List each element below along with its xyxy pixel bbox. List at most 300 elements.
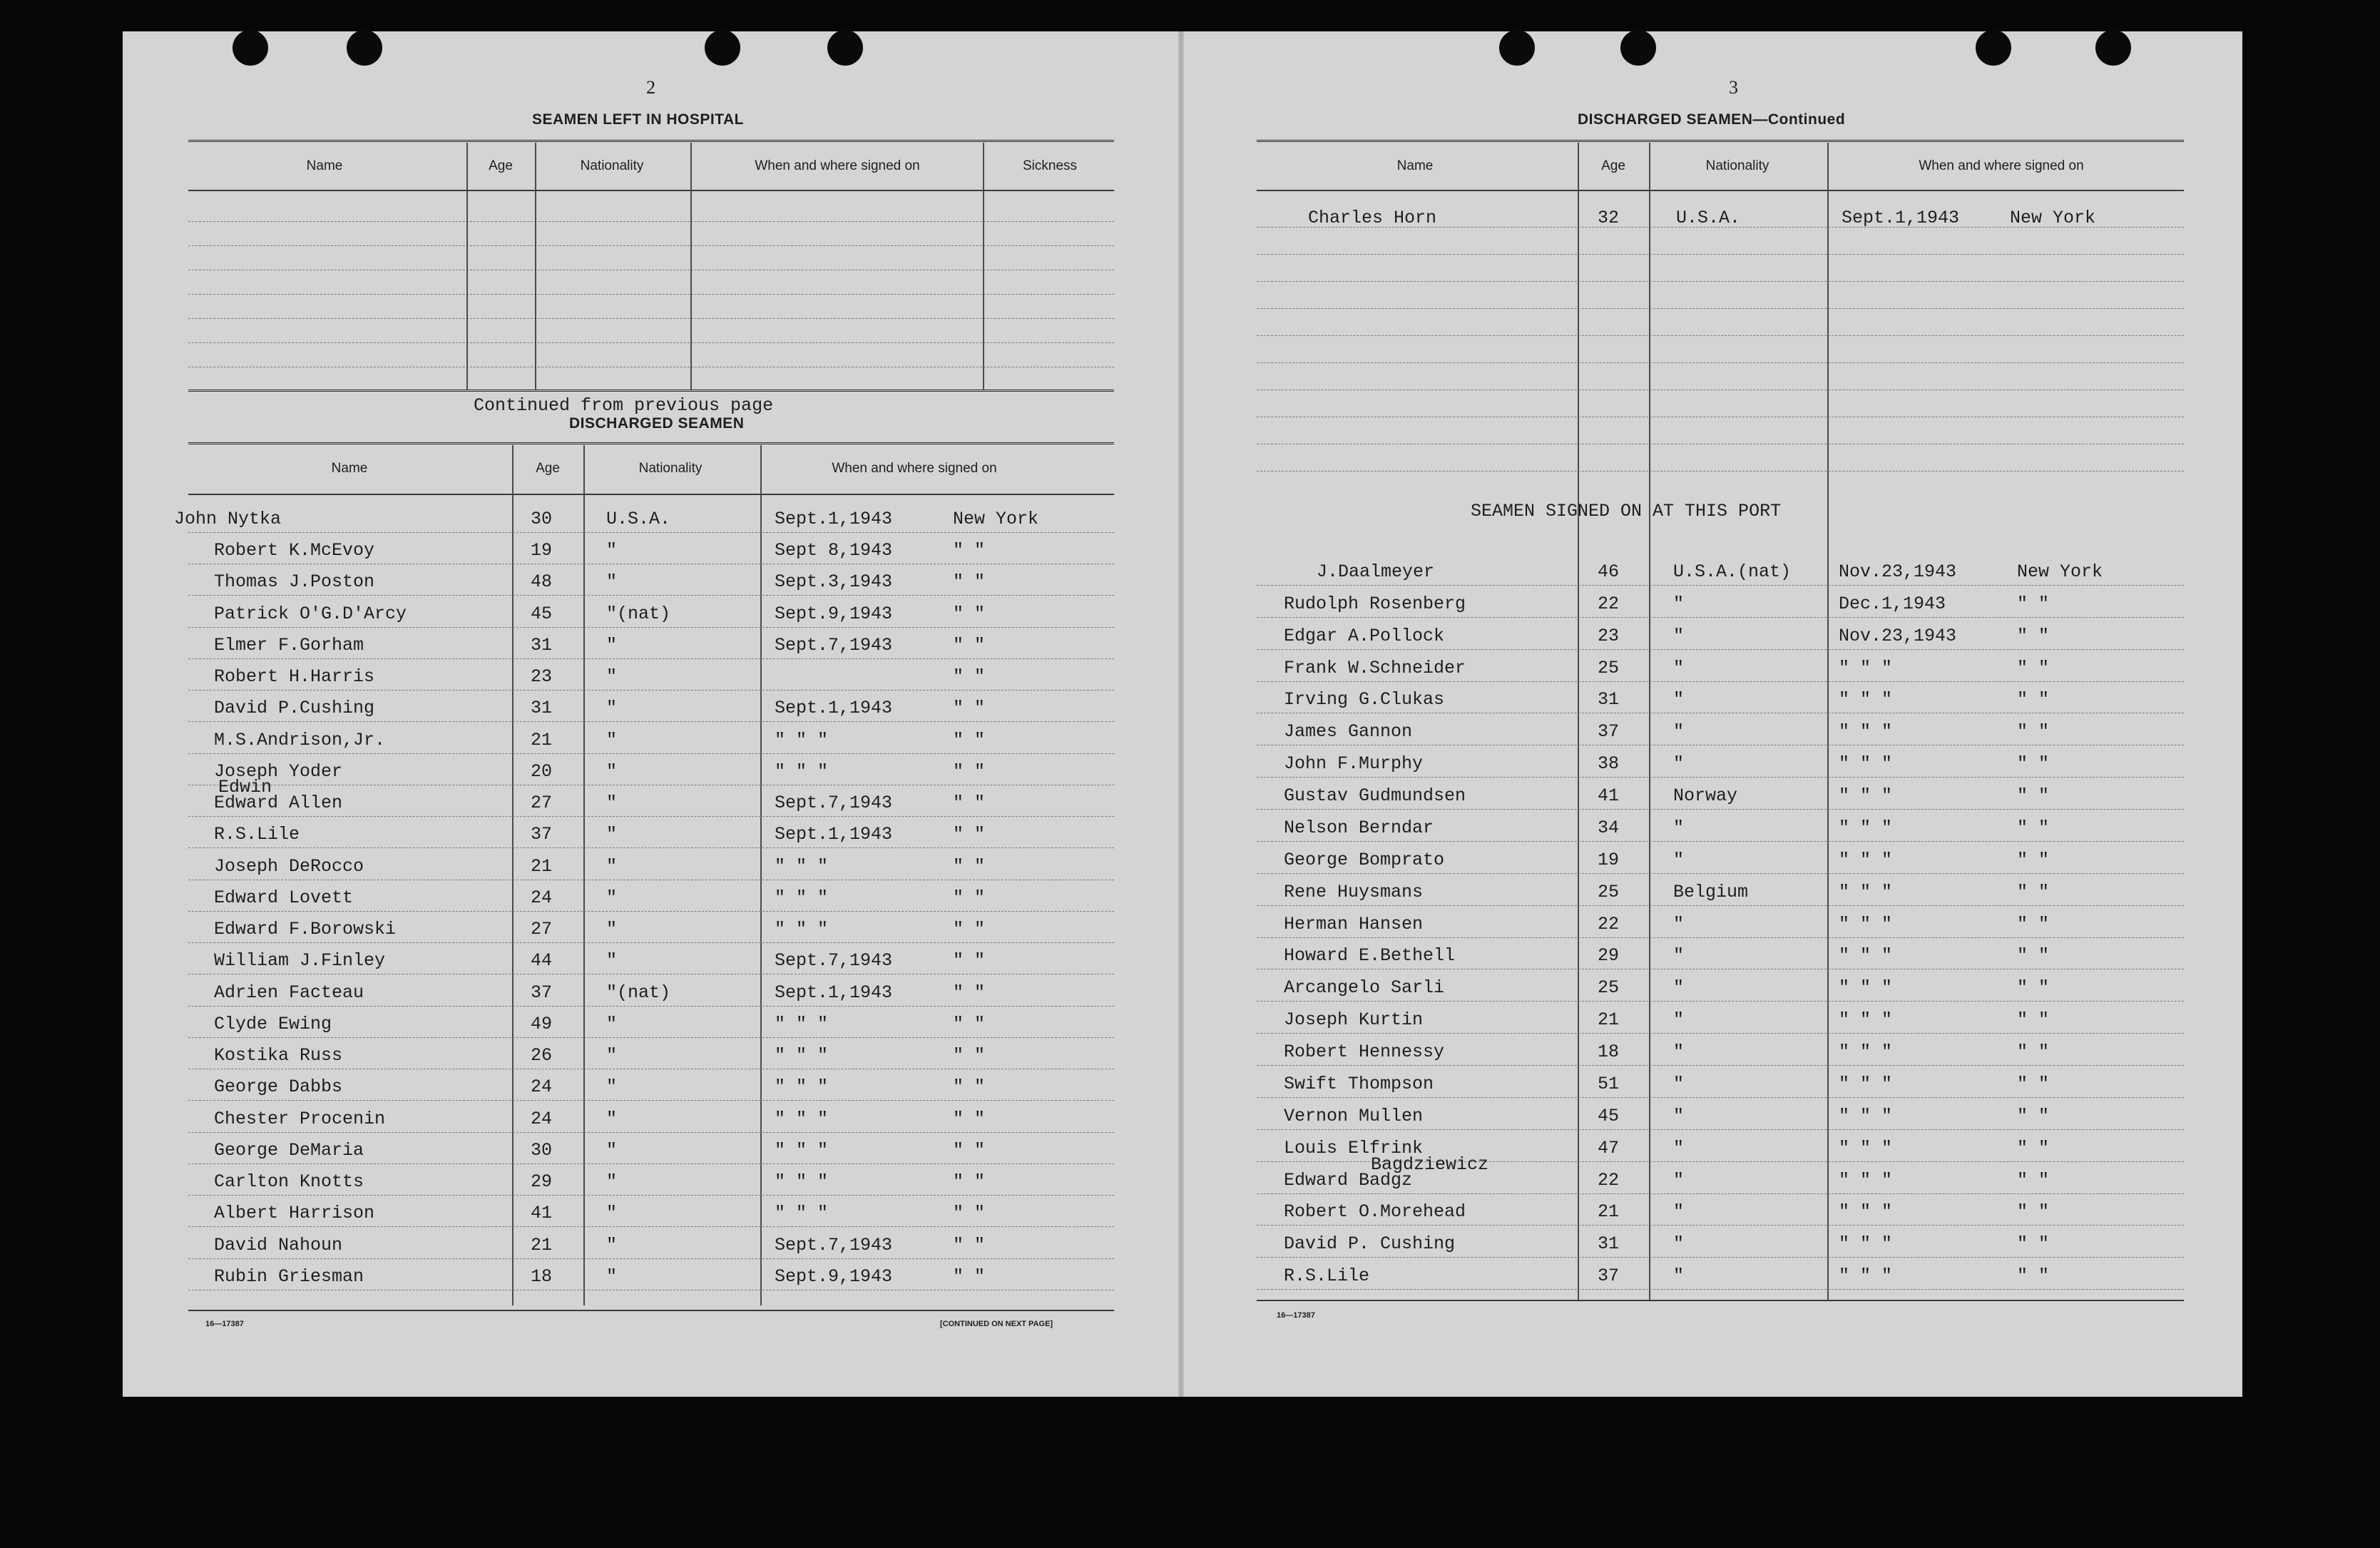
right-page	[1181, 31, 2242, 1397]
ruled-line	[188, 721, 1114, 722]
signed-on-date: " " "	[775, 919, 829, 940]
hospital-col-nationality: Nationality	[580, 158, 644, 173]
seaman-nationality: "(nat)	[606, 603, 671, 624]
signed-on-port: " "	[953, 855, 986, 877]
discharged-table-top-rule	[188, 442, 1114, 444]
ruled-line	[188, 816, 1114, 817]
ruled-line	[1257, 362, 2184, 363]
ruled-line	[1257, 937, 2184, 938]
discharged-col-age: Age	[536, 461, 560, 476]
signed-on-date: " " "	[775, 1203, 829, 1224]
signed-on-port: " "	[953, 540, 986, 561]
hospital-col-sickness: Sickness	[1022, 158, 1078, 173]
signed-on-date: Sept.9,1943	[775, 1266, 893, 1287]
seaman-age: 20	[531, 760, 553, 782]
seaman-name-overtype: Edwin	[218, 777, 272, 798]
signed-on-date: " " "	[1839, 977, 1893, 999]
seaman-age: 18	[1598, 1042, 1620, 1063]
punch-hole	[1499, 30, 1535, 66]
seaman-age: 25	[1598, 881, 1620, 902]
seaman-name: Robert H.Harris	[214, 666, 375, 688]
ruled-line	[188, 245, 1114, 246]
punch-hole	[347, 30, 382, 66]
ruled-line	[1257, 308, 2184, 309]
seaman-name: David Nahoun	[214, 1234, 343, 1256]
seaman-nationality: "	[606, 855, 618, 877]
signed-on-port: " "	[2017, 1009, 2050, 1031]
signed-on-port: " "	[953, 1266, 986, 1287]
seaman-age: 22	[1598, 593, 1620, 614]
signed-on-port: " "	[2017, 625, 2050, 646]
seaman-nationality: U.S.A.	[606, 509, 671, 529]
signed-on-port: " "	[2017, 1233, 2050, 1255]
signed-on-date: " " "	[775, 760, 829, 782]
seaman-age: 27	[531, 919, 553, 940]
seaman-age: 27	[531, 793, 553, 814]
punch-hole	[1620, 30, 1656, 66]
signed-on-date: " " "	[1839, 721, 1893, 743]
ruled-line	[1257, 809, 2184, 810]
discharged-section-title: DISCHARGED SEAMEN	[569, 415, 745, 432]
ruled-line	[1257, 281, 2184, 282]
seaman-age: 41	[1598, 785, 1620, 807]
ruled-line	[1257, 873, 2184, 874]
signed-on-port: " "	[953, 919, 986, 940]
signed-on-port: " "	[953, 1139, 986, 1161]
signed-on-date: Sept.1,1943	[775, 982, 893, 1003]
seaman-nationality: "	[1673, 721, 1685, 743]
seaman-name: Irving G.Clukas	[1284, 689, 1445, 711]
seaman-name: David P.Cushing	[214, 698, 375, 719]
seaman-nationality: "	[606, 1234, 618, 1256]
signed-on-port: New York	[2010, 208, 2096, 228]
seaman-age: 37	[1598, 1266, 1620, 1287]
seaman-name: Joseph Kurtin	[1284, 1009, 1424, 1031]
page-spine	[1178, 31, 1184, 1397]
ruled-line	[188, 847, 1114, 848]
ruled-line	[1257, 905, 2184, 906]
seaman-age: 25	[1598, 977, 1620, 999]
right-table-top-rule	[1257, 140, 2184, 142]
signed-on-port: New York	[953, 509, 1039, 529]
seaman-nationality: "	[1673, 625, 1685, 646]
seaman-name: Chester Procenin	[214, 1108, 386, 1129]
seaman-nationality: "	[1673, 657, 1685, 678]
seaman-nationality: "	[1673, 1266, 1685, 1287]
seaman-age: 37	[531, 982, 553, 1003]
ruled-line	[188, 532, 1114, 533]
signed-on-port: " "	[2017, 1042, 2050, 1063]
signed-on-port: " "	[953, 824, 986, 845]
seaman-name: James Gannon	[1284, 721, 1413, 743]
signed-on-port: " "	[953, 1108, 986, 1129]
seaman-age: 37	[531, 824, 553, 845]
signed-on-port: " "	[2017, 817, 2050, 838]
seaman-age: 18	[531, 1266, 553, 1287]
seaman-nationality: "	[606, 1076, 618, 1098]
ruled-line	[1257, 1193, 2184, 1194]
ruled-line	[1257, 617, 2184, 618]
signed-on-date: " " "	[775, 1076, 829, 1098]
seaman-nationality: "	[606, 1139, 618, 1161]
seaman-age: 19	[1598, 849, 1620, 870]
signed-on-date: " " "	[775, 1013, 829, 1034]
ruled-line	[1257, 471, 2184, 472]
ruled-line	[1257, 335, 2184, 336]
right-col-name: Name	[1396, 158, 1434, 173]
ruled-line	[1257, 1289, 2184, 1290]
signed-on-port: " "	[2017, 1073, 2050, 1094]
signed-on-date: " " "	[1839, 881, 1893, 902]
seaman-nationality: "	[606, 1013, 618, 1034]
discharged-col-signed-on: When and where signed on	[832, 461, 997, 476]
seaman-nationality: "	[1673, 1042, 1685, 1063]
seaman-nationality: U.S.A.(nat)	[1673, 561, 1792, 582]
seaman-age: 44	[531, 950, 553, 972]
signed-on-date: " " "	[1839, 657, 1893, 678]
seaman-name: Thomas J.Poston	[214, 571, 375, 593]
ruled-line	[188, 294, 1114, 295]
signed-on-port: " "	[953, 571, 986, 593]
seaman-name: Gustav Gudmundsen	[1284, 785, 1466, 807]
signed-on-date: " " "	[1839, 1201, 1893, 1223]
seaman-age: 24	[531, 1108, 553, 1129]
signed-on-date: Sept.1,1943	[775, 824, 893, 845]
seaman-age: 48	[531, 571, 553, 593]
ruled-line	[188, 1132, 1114, 1133]
signed-on-date: " " "	[1839, 849, 1893, 870]
ruled-line	[188, 342, 1114, 343]
ruled-line	[1257, 841, 2184, 842]
seaman-nationality: "	[1673, 977, 1685, 999]
seaman-age: 34	[1598, 817, 1620, 838]
signed-on-date: Sept.3,1943	[775, 571, 893, 593]
seaman-nationality: "	[1673, 593, 1685, 614]
seaman-name: Robert Hennessy	[1284, 1042, 1445, 1063]
seaman-nationality: "	[606, 698, 618, 719]
seaman-age: 30	[531, 1139, 553, 1161]
signed-on-date: Nov.23,1943	[1839, 561, 1957, 582]
signed-on-port: " "	[953, 1171, 986, 1193]
ruled-line	[188, 221, 1114, 222]
ruled-line	[188, 1258, 1114, 1259]
ruled-line	[188, 1163, 1114, 1164]
signed-on-date: " " "	[1839, 753, 1893, 775]
seaman-name: Rubin Griesman	[214, 1266, 364, 1287]
seaman-nationality: "	[1673, 1137, 1685, 1159]
ruled-line	[1257, 681, 2184, 682]
seaman-age: 45	[531, 603, 553, 624]
punch-hole	[2095, 30, 2131, 66]
signed-on-port: " "	[953, 603, 986, 624]
signed-on-port: " "	[953, 1203, 986, 1224]
signed-on-date: " " "	[1839, 785, 1893, 807]
signed-on-port: " "	[953, 698, 986, 719]
ruled-line	[1257, 1257, 2184, 1258]
signed-on-date: " " "	[775, 855, 829, 877]
ruled-line	[1257, 254, 2184, 255]
signed-on-port: " "	[953, 1013, 986, 1034]
seaman-name: Elmer F.Gorham	[214, 634, 364, 656]
seaman-age: 29	[531, 1171, 553, 1193]
signed-on-date: Sept.1,1943	[1842, 208, 1960, 228]
seaman-age: 26	[531, 1045, 553, 1066]
seaman-nationality: "	[1673, 1233, 1685, 1255]
seaman-name: Vernon Mullen	[1284, 1105, 1424, 1126]
seaman-name: Clyde Ewing	[214, 1013, 332, 1034]
signed-on-port: " "	[2017, 913, 2050, 935]
seaman-age: 41	[531, 1203, 553, 1224]
ruled-line	[188, 1100, 1114, 1101]
seaman-name: Charles Horn	[1308, 208, 1437, 228]
hospital-col-name: Name	[306, 158, 343, 173]
signed-on-port: " "	[953, 1234, 986, 1256]
signed-on-date: Sept.7,1943	[775, 1234, 893, 1256]
seaman-name: John F.Murphy	[1284, 753, 1424, 775]
seaman-age: 37	[1598, 721, 1620, 743]
seaman-nationality: "	[606, 1108, 618, 1129]
seaman-age: 24	[531, 887, 553, 908]
seaman-age: 31	[531, 698, 553, 719]
seaman-age: 47	[1598, 1137, 1620, 1159]
signed-on-date: Dec.1,1943	[1839, 593, 1946, 614]
seaman-age: 25	[1598, 657, 1620, 678]
ruled-line	[1257, 1129, 2184, 1130]
seaman-nationality: "	[606, 1171, 618, 1193]
seaman-name: R.S.Lile	[214, 824, 300, 845]
signed-on-date: " " "	[775, 729, 829, 750]
signed-on-date: Sept.7,1943	[775, 950, 893, 972]
signed-on-port: " "	[953, 634, 986, 656]
signed-on-date: " " "	[1839, 945, 1893, 967]
seaman-age: 21	[1598, 1009, 1620, 1031]
seaman-name: Louis Elfrink	[1284, 1137, 1424, 1159]
signed-on-date: Sept.7,1943	[775, 634, 893, 656]
ruled-line	[188, 1226, 1114, 1227]
seaman-nationality: "	[1673, 1073, 1685, 1094]
seaman-nationality: "	[606, 1266, 618, 1287]
seaman-name: Robert O.Morehead	[1284, 1201, 1466, 1223]
signed-on-port: " "	[2017, 945, 2050, 967]
seaman-age: 30	[531, 509, 553, 529]
seaman-name: George Dabbs	[214, 1076, 343, 1098]
seaman-nationality: "	[1673, 1105, 1685, 1126]
form-number: 16—17387	[205, 1320, 244, 1328]
seaman-nationality: "	[606, 540, 618, 561]
ruled-line	[1257, 389, 2184, 390]
seaman-nationality: "	[1673, 1169, 1685, 1191]
signed-on-date: Sept.1,1943	[775, 509, 893, 529]
signed-on-port: " "	[2017, 1137, 2050, 1159]
seaman-name: William J.Finley	[214, 950, 386, 972]
signed-on-date: Nov.23,1943	[1839, 625, 1957, 646]
punch-hole	[705, 30, 740, 66]
seaman-name: David P. Cushing	[1284, 1233, 1456, 1255]
seaman-name: George DeMaria	[214, 1139, 364, 1161]
seaman-age: 51	[1598, 1073, 1620, 1094]
signed-on-date: " " "	[775, 1171, 829, 1193]
signed-on-port: " "	[953, 1076, 986, 1098]
seaman-name: Joseph DeRocco	[214, 855, 364, 877]
seaman-nationality: "	[606, 887, 618, 908]
signed-on-date: " " "	[1839, 1169, 1893, 1191]
punch-hole	[1976, 30, 2011, 66]
seaman-name: Frank W.Schneider	[1284, 657, 1466, 678]
ruled-line	[1257, 1065, 2184, 1066]
seaman-age: 22	[1598, 1169, 1620, 1191]
signed-on-port: " "	[2017, 753, 2050, 775]
seaman-age: 23	[1598, 625, 1620, 646]
seaman-name: John Nytka	[174, 509, 282, 529]
signed-on-date: " " "	[1839, 1042, 1893, 1063]
signed-on-date: " " "	[1839, 817, 1893, 838]
signed-on-port: " "	[2017, 881, 2050, 902]
signed-on-date: " " "	[1839, 913, 1893, 935]
signed-on-port: " "	[953, 1045, 986, 1066]
seaman-age: 45	[1598, 1105, 1620, 1126]
seaman-name: R.S.Lile	[1284, 1266, 1370, 1287]
seaman-name: Edgar A.Pollock	[1284, 625, 1445, 646]
seaman-nationality: U.S.A.	[1676, 208, 1741, 228]
seaman-name: M.S.Andrison,Jr.	[214, 729, 386, 750]
seaman-name: Rudolph Rosenberg	[1284, 593, 1466, 614]
seaman-nationality: "	[1673, 1201, 1685, 1223]
seaman-age: 21	[531, 1234, 553, 1256]
signed-on-port: " "	[953, 887, 986, 908]
ruled-line	[1257, 1097, 2184, 1098]
seaman-name: J.Daalmeyer	[1317, 561, 1435, 582]
seaman-name: Carlton Knotts	[214, 1171, 364, 1193]
hospital-table-top-rule	[188, 140, 1114, 142]
seaman-name: Edward Badgz	[1284, 1169, 1413, 1191]
signed-on-section-title: SEAMEN SIGNED ON AT THIS PORT	[1471, 501, 1782, 521]
signed-on-port: " "	[953, 729, 986, 750]
signed-on-date: " " "	[775, 1045, 829, 1066]
seaman-nationality: "	[1673, 945, 1685, 967]
signed-on-date: " " "	[1839, 1009, 1893, 1031]
signed-on-date: " " "	[1839, 1266, 1893, 1287]
seaman-age: 32	[1598, 208, 1620, 228]
seaman-nationality: "	[606, 634, 618, 656]
seaman-name: Kostika Russ	[214, 1045, 343, 1066]
seaman-nationality: "	[606, 666, 618, 688]
seaman-name: Herman Hansen	[1284, 913, 1424, 935]
seaman-name: Rene Huysmans	[1284, 881, 1424, 902]
seaman-name: Joseph Yoder	[214, 760, 343, 782]
signed-on-date: " " "	[775, 1108, 829, 1129]
signed-on-port: " "	[953, 950, 986, 972]
signed-on-date: Sept.9,1943	[775, 603, 893, 624]
signed-on-port: " "	[2017, 1201, 2050, 1223]
seaman-nationality: "	[606, 1045, 618, 1066]
signed-on-date: Sept 8,1943	[775, 540, 893, 561]
ruled-line	[188, 753, 1114, 754]
seaman-nationality: "	[606, 571, 618, 593]
seaman-age: 29	[1598, 945, 1620, 967]
discharged-continued-title: DISCHARGED SEAMEN—Continued	[1578, 111, 1846, 128]
seaman-name: Arcangelo Sarli	[1284, 977, 1445, 999]
seaman-name: Edward Allen	[214, 793, 343, 814]
seaman-nationality: "	[606, 760, 618, 782]
right-col-nationality: Nationality	[1705, 158, 1769, 173]
seaman-nationality: "	[1673, 913, 1685, 935]
seaman-nationality: "	[1673, 1009, 1685, 1031]
seaman-age: 38	[1598, 753, 1620, 775]
right-col-signed-on: When and where signed on	[1919, 158, 2084, 173]
seaman-age: 21	[531, 855, 553, 877]
signed-on-port: " "	[2017, 593, 2050, 614]
continued-note: Continued from previous page	[474, 395, 774, 416]
ruled-line	[188, 942, 1114, 943]
ruled-line	[1257, 649, 2184, 650]
seaman-age: 31	[1598, 689, 1620, 711]
signed-on-date: " " "	[1839, 689, 1893, 711]
ruled-line	[1257, 777, 2184, 778]
page-number: 3	[1729, 77, 1738, 98]
signed-on-port: New York	[2017, 561, 2103, 582]
signed-on-date: " " "	[1839, 1073, 1893, 1094]
seaman-nationality: "	[1673, 849, 1685, 870]
signed-on-port: " "	[2017, 689, 2050, 711]
seaman-age: 31	[1598, 1233, 1620, 1255]
signed-on-date: " " "	[1839, 1137, 1893, 1159]
continued-next-page-note: [CONTINUED ON NEXT PAGE]	[940, 1320, 1053, 1328]
form-number: 16—17387	[1277, 1311, 1315, 1320]
hospital-col-age: Age	[489, 158, 513, 173]
seaman-nationality: "	[606, 1203, 618, 1224]
seaman-nationality: "	[606, 729, 618, 750]
signed-on-port: " "	[2017, 785, 2050, 807]
seaman-name-overtype: Bagdziewicz	[1371, 1154, 1489, 1175]
ruled-line	[188, 1037, 1114, 1038]
hospital-section-title: SEAMEN LEFT IN HOSPITAL	[532, 111, 744, 128]
seaman-name: Adrien Facteau	[214, 982, 364, 1003]
seaman-age: 23	[531, 666, 553, 688]
seaman-nationality: "	[606, 824, 618, 845]
signed-on-port: " "	[2017, 1169, 2050, 1191]
signed-on-port: " "	[953, 793, 986, 814]
right-col-age: Age	[1601, 158, 1625, 173]
signed-on-port: " "	[953, 760, 986, 782]
ruled-line	[188, 690, 1114, 691]
ruled-line	[1257, 1225, 2184, 1226]
seaman-name: Howard E.Bethell	[1284, 945, 1456, 967]
discharged-col-nationality: Nationality	[638, 461, 703, 476]
seaman-name: Nelson Berndar	[1284, 817, 1434, 838]
ruled-line	[188, 1006, 1114, 1007]
signed-on-date: " " "	[775, 887, 829, 908]
seaman-name: George Bomprato	[1284, 849, 1445, 870]
discharged-col-name: Name	[331, 461, 368, 476]
seaman-nationality: "	[1673, 689, 1685, 711]
seaman-age: 19	[531, 540, 553, 561]
seaman-age: 31	[531, 634, 553, 656]
ruled-line	[1257, 1033, 2184, 1034]
signed-on-port: " "	[2017, 1266, 2050, 1287]
hospital-col-signed-on: When and where signed on	[755, 158, 920, 173]
signed-on-port: " "	[2017, 849, 2050, 870]
ruled-line	[188, 627, 1114, 628]
ruled-line	[188, 1195, 1114, 1196]
seaman-name: Edward F.Borowski	[214, 919, 397, 940]
seaman-nationality: "	[606, 950, 618, 972]
page-number: 2	[646, 77, 655, 98]
seaman-nationality: Belgium	[1673, 881, 1749, 902]
seaman-name: Edward Lovett	[214, 887, 354, 908]
seaman-nationality: "(nat)	[606, 982, 671, 1003]
seaman-age: 21	[1598, 1201, 1620, 1223]
signed-on-date: Sept.7,1943	[775, 793, 893, 814]
